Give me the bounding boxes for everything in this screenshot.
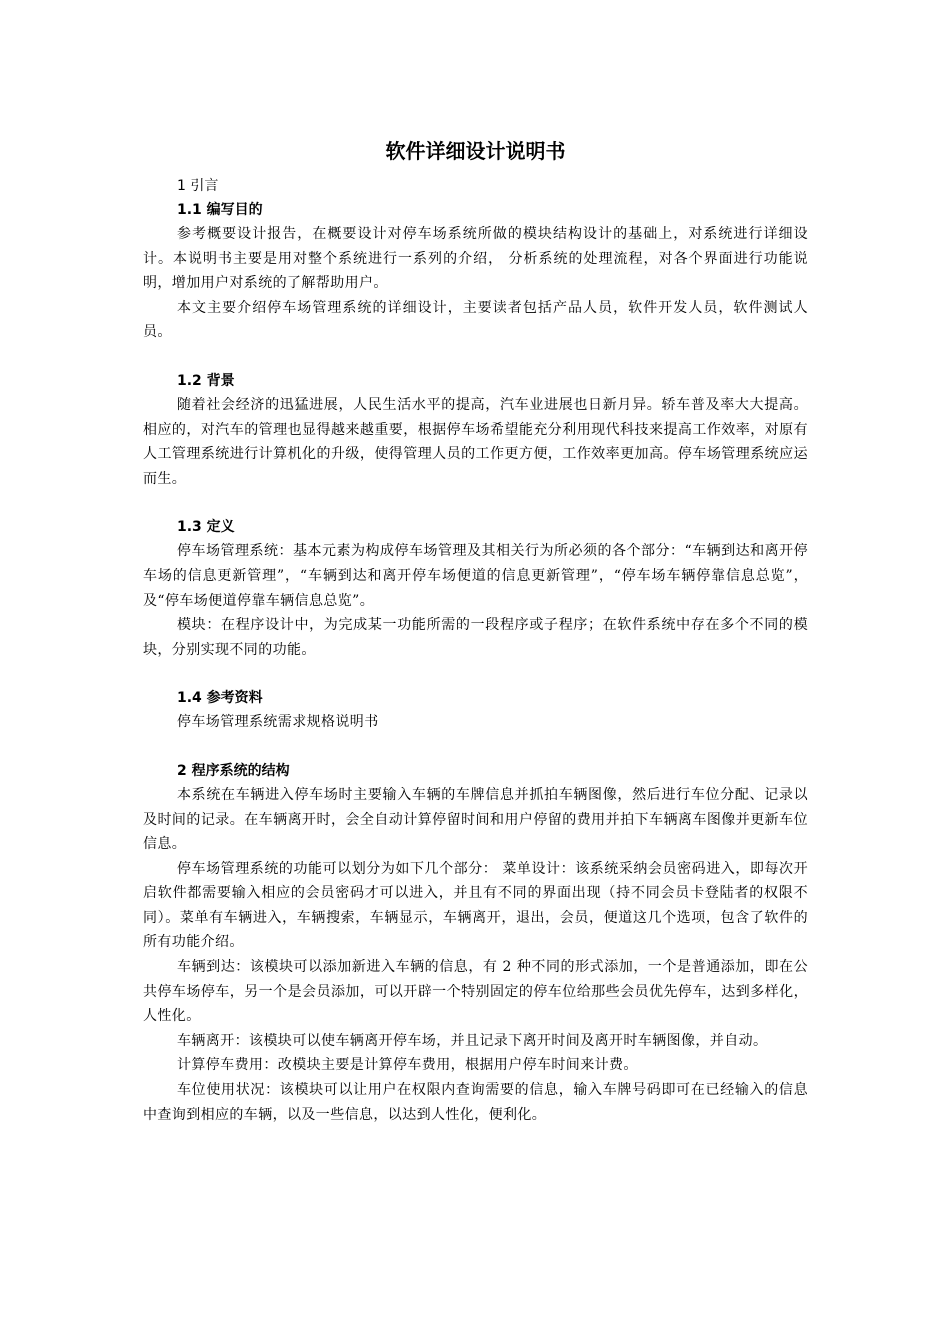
paragraph: 本系统在车辆进入停车场时主要输入车辆的车牌信息并抓拍车辆图像，然后进行车位分配、记录以及时间的记录。在车辆离开时，会全自动计算停留时间和用户停留的费用并拍下车辆离车图像并更新车位信息。 — [143, 786, 808, 853]
paragraph: 停车场管理系统需求规格说明书 — [177, 714, 379, 731]
paragraph: 模块：在程序设计中，为完成某一功能所需的一段程序或子程序；在软件系统中存在多个不同的模块，分别实现不同的功能。 — [143, 617, 808, 658]
document-title: 软件详细设计说明书 — [385, 139, 566, 163]
document-page — [143, 136, 808, 1127]
paragraph: 车辆离开：该模块可以使车辆离开停车场，并且记录下离开时间及离开时车辆图像，并自动。 — [177, 1032, 768, 1049]
spacer — [143, 735, 808, 759]
paragraph: 停车场管理系统的功能可以划分为如下几个部分： 菜单设计：该系统采纳会员密码进入，即每次开启软件都需要输入相应的会员密码才可以进入，并且有不同的界面出现（持不同会员卡登陆者的权限不同）。菜单有车辆进入，车辆搜索，车辆显示，车辆离开，退出，会员，便道这几个选项，包含了软件的所有功能介绍。 — [143, 860, 808, 951]
subsection-1-1-heading: 1.1 编写目的 — [177, 202, 263, 218]
spacer — [143, 491, 808, 515]
paragraph: 车位使用状况：该模块可以让用户在权限内查询需要的信息，输入车牌号码即可在已经输入的信息中查询到相应的车辆，以及一些信息，以达到人性化，便利化。 — [143, 1082, 808, 1123]
paragraph: 参考概要设计报告，在概要设计对停车场系统所做的模块结构设计的基础上，对系统进行详细设计。本说明书主要是用对整个系统进行一系列的介绍， 分析系统的处理流程，对各个界面进行功能说明，增加用户对系统的了解帮助用户。 — [143, 226, 808, 292]
subsection-1-3-heading: 1.3 定义 — [177, 519, 235, 536]
paragraph: 车辆到达：该模块可以添加新进入车辆的信息，有 2 种不同的形式添加，一个是普通添加，即在公共停车场停车，另一个是会员添加，可以开辟一个特别固定的停车位给那些会员优先停车，达到多样化，人性化。 — [143, 959, 808, 1025]
paragraph: 本文主要介绍停车场管理系统的详细设计，主要读者包括产品人员，软件开发人员，软件测试人员。 — [143, 299, 808, 341]
section-2-heading: 2 程序系统的结构 — [177, 762, 290, 779]
paragraph: 计算停车费用：改模块主要是计算停车费用，根据用户停车时间来计费。 — [177, 1057, 638, 1074]
subsection-1-4-heading: 1.4 参考资料 — [177, 690, 263, 707]
section-1-heading: 1 引言 — [177, 178, 219, 194]
spacer — [143, 345, 808, 369]
paragraph: 随着社会经济的迅猛进展，人民生活水平的提高，汽车业进展也日新月异。轿车普及率大大提高。相应的，对汽车的管理也显得越来越重要，根据停车场希望能充分利用现代科技来提高工作效率，对原有人工管理系统进行计算机化的升级，使得管理人员的工作更方便，工作效率更加高。停车场管理系统应运而生。 — [143, 396, 808, 487]
subsection-1-2-heading: 1.2 背景 — [177, 372, 235, 389]
spacer — [143, 662, 808, 686]
paragraph: 停车场管理系统：基本元素为构成停车场管理及其相关行为所必须的各个部分：“车辆到达和离开停车场的信息更新管理”，“车辆到达和离开停车场便道的信息更新管理”，“停车场车辆停靠信息总览”，及“停车场便道停靠车辆信息总览”。 — [143, 543, 808, 609]
